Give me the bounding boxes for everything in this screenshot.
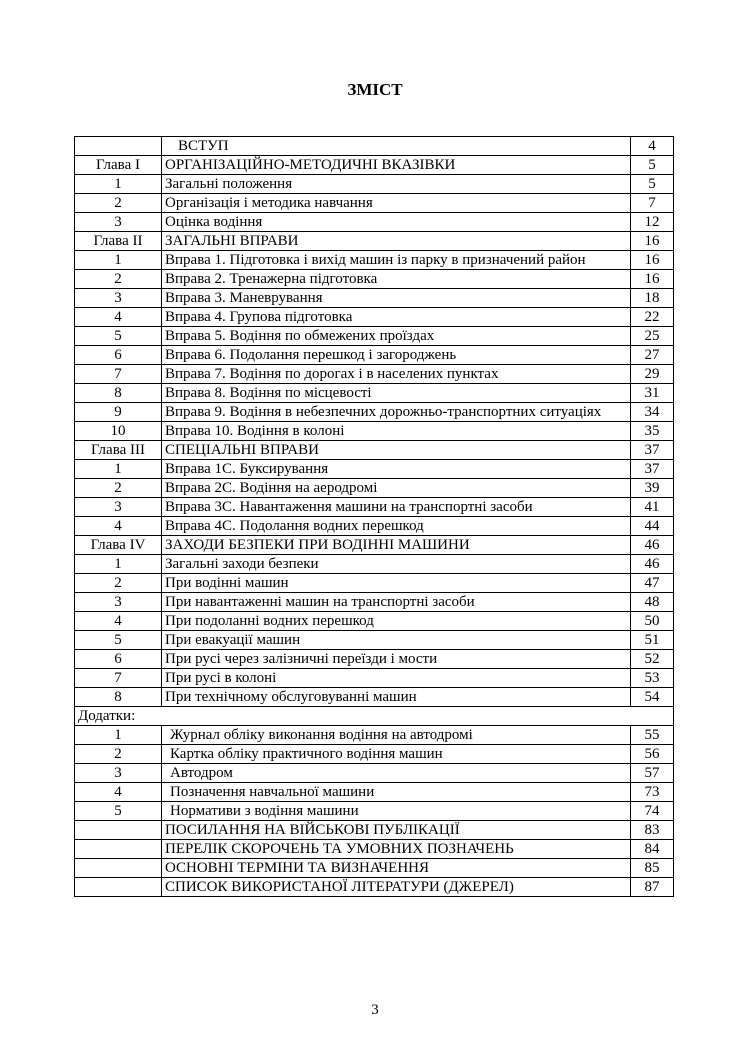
toc-body [75,137,674,897]
page-number: 3 [371,1002,379,1018]
page-title: ЗМІСТ [347,80,403,99]
toc-row-title: ОСНОВНІ ТЕРМІНИ ТА ВИЗНАЧЕННЯ [162,859,631,878]
toc-row-title: Вправа 7. Водіння по дорогах і в населених пунктах [162,365,631,384]
toc-row-number: 4 [75,783,162,802]
toc-row-title: Вправа 9. Водіння в небезпечних дорожньо-транспортних ситуаціях [162,403,631,422]
toc-row-title: ВСТУП [162,137,631,156]
toc-row-number: 8 [75,688,162,707]
toc-row [75,555,674,574]
toc-row-title: Позначення навчальної машини [162,783,631,802]
toc-row-title: Вправа 8. Водіння по місцевості [162,384,631,403]
toc-row-title: СПЕЦІАЛЬНІ ВПРАВИ [162,441,631,460]
toc-row-title: Автодром [162,764,631,783]
toc-row [75,403,674,422]
toc-row [75,460,674,479]
toc-row-page: 16 [631,232,674,251]
toc-row [75,821,674,840]
toc-row-number: 2 [75,479,162,498]
toc-row [75,156,674,175]
toc-row [75,745,674,764]
toc-row [75,308,674,327]
toc-row-title: При евакуації машин [162,631,631,650]
toc-row [75,669,674,688]
toc-row-page: 57 [631,764,674,783]
toc-row [75,441,674,460]
toc-row [75,327,674,346]
toc-row-title: Вправа 4С. Подолання водних перешкод [162,517,631,536]
toc-row-title: Вправа 5. Водіння по обмежених проїздах [162,327,631,346]
toc-row-title: Вправа 1С. Буксирування [162,460,631,479]
toc-row-page: 18 [631,289,674,308]
toc-row [75,251,674,270]
toc-row-page: 83 [631,821,674,840]
toc-row-number: 1 [75,555,162,574]
toc-row [75,840,674,859]
toc-row-number [75,878,162,897]
toc-row-page: 16 [631,270,674,289]
toc-row-title: Вправа 6. Подолання перешкод і загороджень [162,346,631,365]
toc-row-number [75,821,162,840]
toc-row-number: 6 [75,650,162,669]
toc-row [75,175,674,194]
toc-row-page: 29 [631,365,674,384]
toc-row-page: 84 [631,840,674,859]
toc-row [75,498,674,517]
appendix-header-row [75,707,674,726]
toc-row-page: 12 [631,213,674,232]
toc-row-number: 9 [75,403,162,422]
toc-row [75,232,674,251]
toc-row-number: Глава ІІІ [75,441,162,460]
toc-row-page: 41 [631,498,674,517]
toc-row-page: 22 [631,308,674,327]
toc-row-page: 52 [631,650,674,669]
toc-row-page: 27 [631,346,674,365]
toc-row-number: 7 [75,365,162,384]
toc-row-title: Журнал обліку виконання водіння на автодромі [162,726,631,745]
toc-row-title: ОРГАНІЗАЦІЙНО-МЕТОДИЧНІ ВКАЗІВКИ [162,156,631,175]
toc-row-number: 3 [75,289,162,308]
toc-row-page: 35 [631,422,674,441]
toc-row-title: Вправа 3С. Навантаження машини на транспортні засоби [162,498,631,517]
toc-row-title: При русі через залізничні переїзди і мости [162,650,631,669]
toc-row [75,878,674,897]
toc-row-page: 50 [631,612,674,631]
toc-row-title: Загальні положення [162,175,631,194]
toc-row-number [75,137,162,156]
toc-row [75,783,674,802]
toc-row-page: 56 [631,745,674,764]
toc-row-title: При подоланні водних перешкод [162,612,631,631]
toc-row-title: СПИСОК ВИКОРИСТАНОЇ ЛІТЕРАТУРИ (ДЖЕРЕЛ) [162,878,631,897]
toc-row-number: Глава IV [75,536,162,555]
toc-row-title: При навантаженні машин на транспортні засоби [162,593,631,612]
toc-row-number: 7 [75,669,162,688]
toc-row [75,422,674,441]
toc-row-number: 1 [75,175,162,194]
toc-row-title: Картка обліку практичного водіння машин [162,745,631,764]
toc-row-title: Вправа 3. Маневрування [162,289,631,308]
toc-row-page: 87 [631,878,674,897]
toc-row [75,384,674,403]
toc-row-page: 31 [631,384,674,403]
toc-row-page: 48 [631,593,674,612]
toc-row [75,137,674,156]
toc-row-title: Вправа 2. Тренажерна підготовка [162,270,631,289]
toc-row-title: ЗАХОДИ БЕЗПЕКИ ПРИ ВОДІННІ МАШИНИ [162,536,631,555]
toc-row-number: 6 [75,346,162,365]
toc-row-page: 53 [631,669,674,688]
toc-row-number: 3 [75,213,162,232]
toc-row-page: 4 [631,137,674,156]
toc-row-number: 2 [75,574,162,593]
toc-row-number: 2 [75,270,162,289]
toc-row-number: 1 [75,726,162,745]
toc-row-number: 1 [75,251,162,270]
toc-row-page: 25 [631,327,674,346]
toc-row-number [75,840,162,859]
toc-row-page: 51 [631,631,674,650]
toc-row-title: Вправа 4. Групова підготовка [162,308,631,327]
toc-row-title: Вправа 10. Водіння в колоні [162,422,631,441]
toc-row-page: 5 [631,175,674,194]
toc-row-title: ЗАГАЛЬНІ ВПРАВИ [162,232,631,251]
toc-row-page: 46 [631,555,674,574]
toc-row [75,289,674,308]
toc-row-title: ПЕРЕЛІК СКОРОЧЕНЬ ТА УМОВНИХ ПОЗНАЧЕНЬ [162,840,631,859]
toc-row [75,764,674,783]
toc-row [75,213,674,232]
toc-row-title: Вправа 2С. Водіння на аеродромі [162,479,631,498]
toc-row-number: 4 [75,612,162,631]
toc-row-title: ПОСИЛАННЯ НА ВІЙСЬКОВІ ПУБЛІКАЦІЇ [162,821,631,840]
toc-row [75,517,674,536]
toc-row-page: 54 [631,688,674,707]
toc-row [75,365,674,384]
toc-row-title: Вправа 1. Підготовка і вихід машин із парку в призначений район [162,251,631,270]
toc-row-page: 34 [631,403,674,422]
toc-row [75,574,674,593]
toc-row-title: При технічному обслуговуванні машин [162,688,631,707]
toc-row-number: 5 [75,327,162,346]
toc-row-page: 73 [631,783,674,802]
toc-row [75,650,674,669]
toc-row-number: 4 [75,517,162,536]
toc-row-page: 46 [631,536,674,555]
toc-row-number: Глава ІІ [75,232,162,251]
toc-row-number: 2 [75,194,162,213]
toc-row-number [75,859,162,878]
toc-row-title: Нормативи з водіння машини [162,802,631,821]
toc-row-page: 16 [631,251,674,270]
toc-row [75,859,674,878]
toc-row [75,726,674,745]
toc-row-page: 39 [631,479,674,498]
toc-row-page: 5 [631,156,674,175]
toc-row-number: 3 [75,593,162,612]
toc-row-number: 5 [75,802,162,821]
toc-row-title: Організація і методика навчання [162,194,631,213]
toc-row-number: 4 [75,308,162,327]
toc-row-number: 10 [75,422,162,441]
toc-row-title: При водінні машин [162,574,631,593]
toc-row-number: Глава І [75,156,162,175]
toc-row-number: 2 [75,745,162,764]
table-of-contents [74,136,674,897]
toc-row [75,631,674,650]
toc-row [75,346,674,365]
toc-row-page: 7 [631,194,674,213]
toc-row [75,479,674,498]
toc-row [75,536,674,555]
toc-row-number: 8 [75,384,162,403]
toc-row-page: 85 [631,859,674,878]
toc-row-title: Загальні заходи безпеки [162,555,631,574]
toc-row-title: При русі в колоні [162,669,631,688]
toc-row [75,593,674,612]
toc-row [75,802,674,821]
toc-row-page: 47 [631,574,674,593]
toc-row-page: 37 [631,441,674,460]
toc-row [75,688,674,707]
toc-row-page: 37 [631,460,674,479]
toc-row-page: 74 [631,802,674,821]
toc-row [75,270,674,289]
toc-row-number: 3 [75,764,162,783]
toc-row-page: 55 [631,726,674,745]
toc-row-title: Оцінка водіння [162,213,631,232]
toc-row-number: 1 [75,460,162,479]
appendix-label: Додатки: [75,707,674,726]
toc-row [75,194,674,213]
toc-row-page: 44 [631,517,674,536]
toc-row [75,612,674,631]
toc-row-number: 5 [75,631,162,650]
toc-row-number: 3 [75,498,162,517]
